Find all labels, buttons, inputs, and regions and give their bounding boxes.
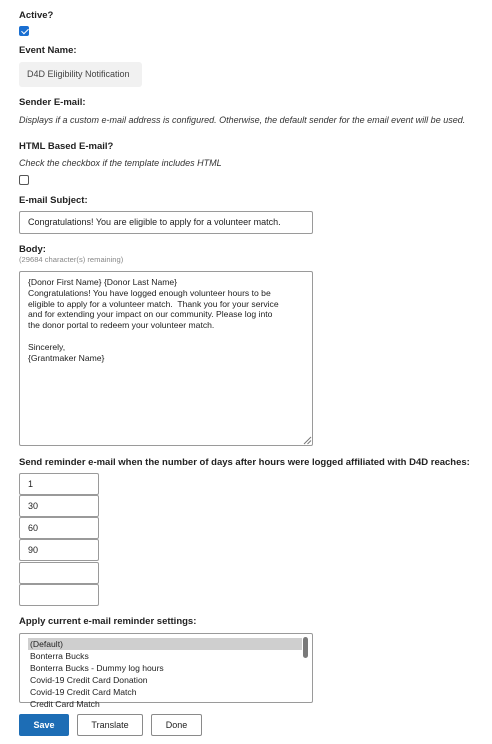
list-option[interactable]: (Default)	[28, 638, 302, 650]
subject-label: E-mail Subject:	[19, 195, 88, 206]
reminder-input-1[interactable]: 1	[19, 473, 99, 495]
list-option[interactable]: Credit Card Match	[30, 699, 100, 709]
body-line: the donor portal to redeem your volunteer match.	[28, 320, 215, 331]
reminder-settings-listbox[interactable]	[19, 633, 313, 709]
listbox-scrollbar-thumb[interactable]	[303, 637, 308, 658]
done-button[interactable]: Done	[151, 714, 202, 736]
event-name-value: D4D Eligibility Notification	[19, 62, 142, 87]
body-line: Sincerely,	[28, 341, 66, 352]
translate-button[interactable]: Translate	[77, 714, 143, 736]
reminder-input-2[interactable]: 30	[19, 495, 99, 517]
body-char-count: (29684 character(s) remaining)	[19, 255, 124, 264]
resize-grip-icon[interactable]	[303, 436, 311, 444]
reminder-input-3[interactable]: 60	[19, 517, 99, 539]
body-line: {Grantmaker Name}	[28, 352, 105, 363]
active-checkbox[interactable]	[19, 26, 29, 36]
event-name-label: Event Name:	[19, 45, 77, 56]
body-label: Body:	[19, 244, 46, 255]
reminder-settings-label: Apply current e-mail reminder settings:	[19, 616, 197, 627]
reminder-input-6[interactable]	[19, 584, 99, 606]
body-line: eligible to apply for a volunteer match. Thank you for your service	[28, 298, 279, 309]
sender-email-label: Sender E-mail:	[19, 97, 86, 108]
save-button[interactable]: Save	[19, 714, 69, 736]
reminder-input-4[interactable]: 90	[19, 539, 99, 561]
body-line: {Donor First Name} {Donor Last Name}	[28, 277, 178, 287]
html-email-label: HTML Based E-mail?	[19, 141, 114, 152]
list-option[interactable]: Covid-19 Credit Card Donation	[30, 675, 148, 685]
html-email-hint: Check the checkbox if the template includes HTML	[19, 158, 222, 168]
list-option[interactable]: Bonterra Bucks - Dummy log hours	[30, 663, 164, 673]
sender-email-hint: Displays if a custom e-mail address is configured. Otherwise, the default sender for the email event will be used.	[19, 115, 466, 125]
active-label: Active?	[19, 10, 54, 21]
subject-input[interactable]: Congratulations! You are eligible to apply for a volunteer match.	[19, 211, 313, 234]
reminders-label: Send reminder e-mail when the number of days after hours were logged affiliated with D4D reaches:	[19, 457, 470, 468]
list-option[interactable]: Bonterra Bucks	[30, 651, 89, 661]
reminder-input-5[interactable]	[19, 562, 99, 584]
body-line: and for extending your impact on our community. Please log into	[28, 309, 273, 320]
body-line: Congratulations! You have logged enough volunteer hours to be	[28, 287, 271, 298]
body-textarea[interactable]	[19, 271, 313, 446]
html-email-checkbox[interactable]	[19, 175, 29, 185]
body-line	[28, 331, 304, 342]
list-option[interactable]: Covid-19 Credit Card Match	[30, 687, 137, 697]
